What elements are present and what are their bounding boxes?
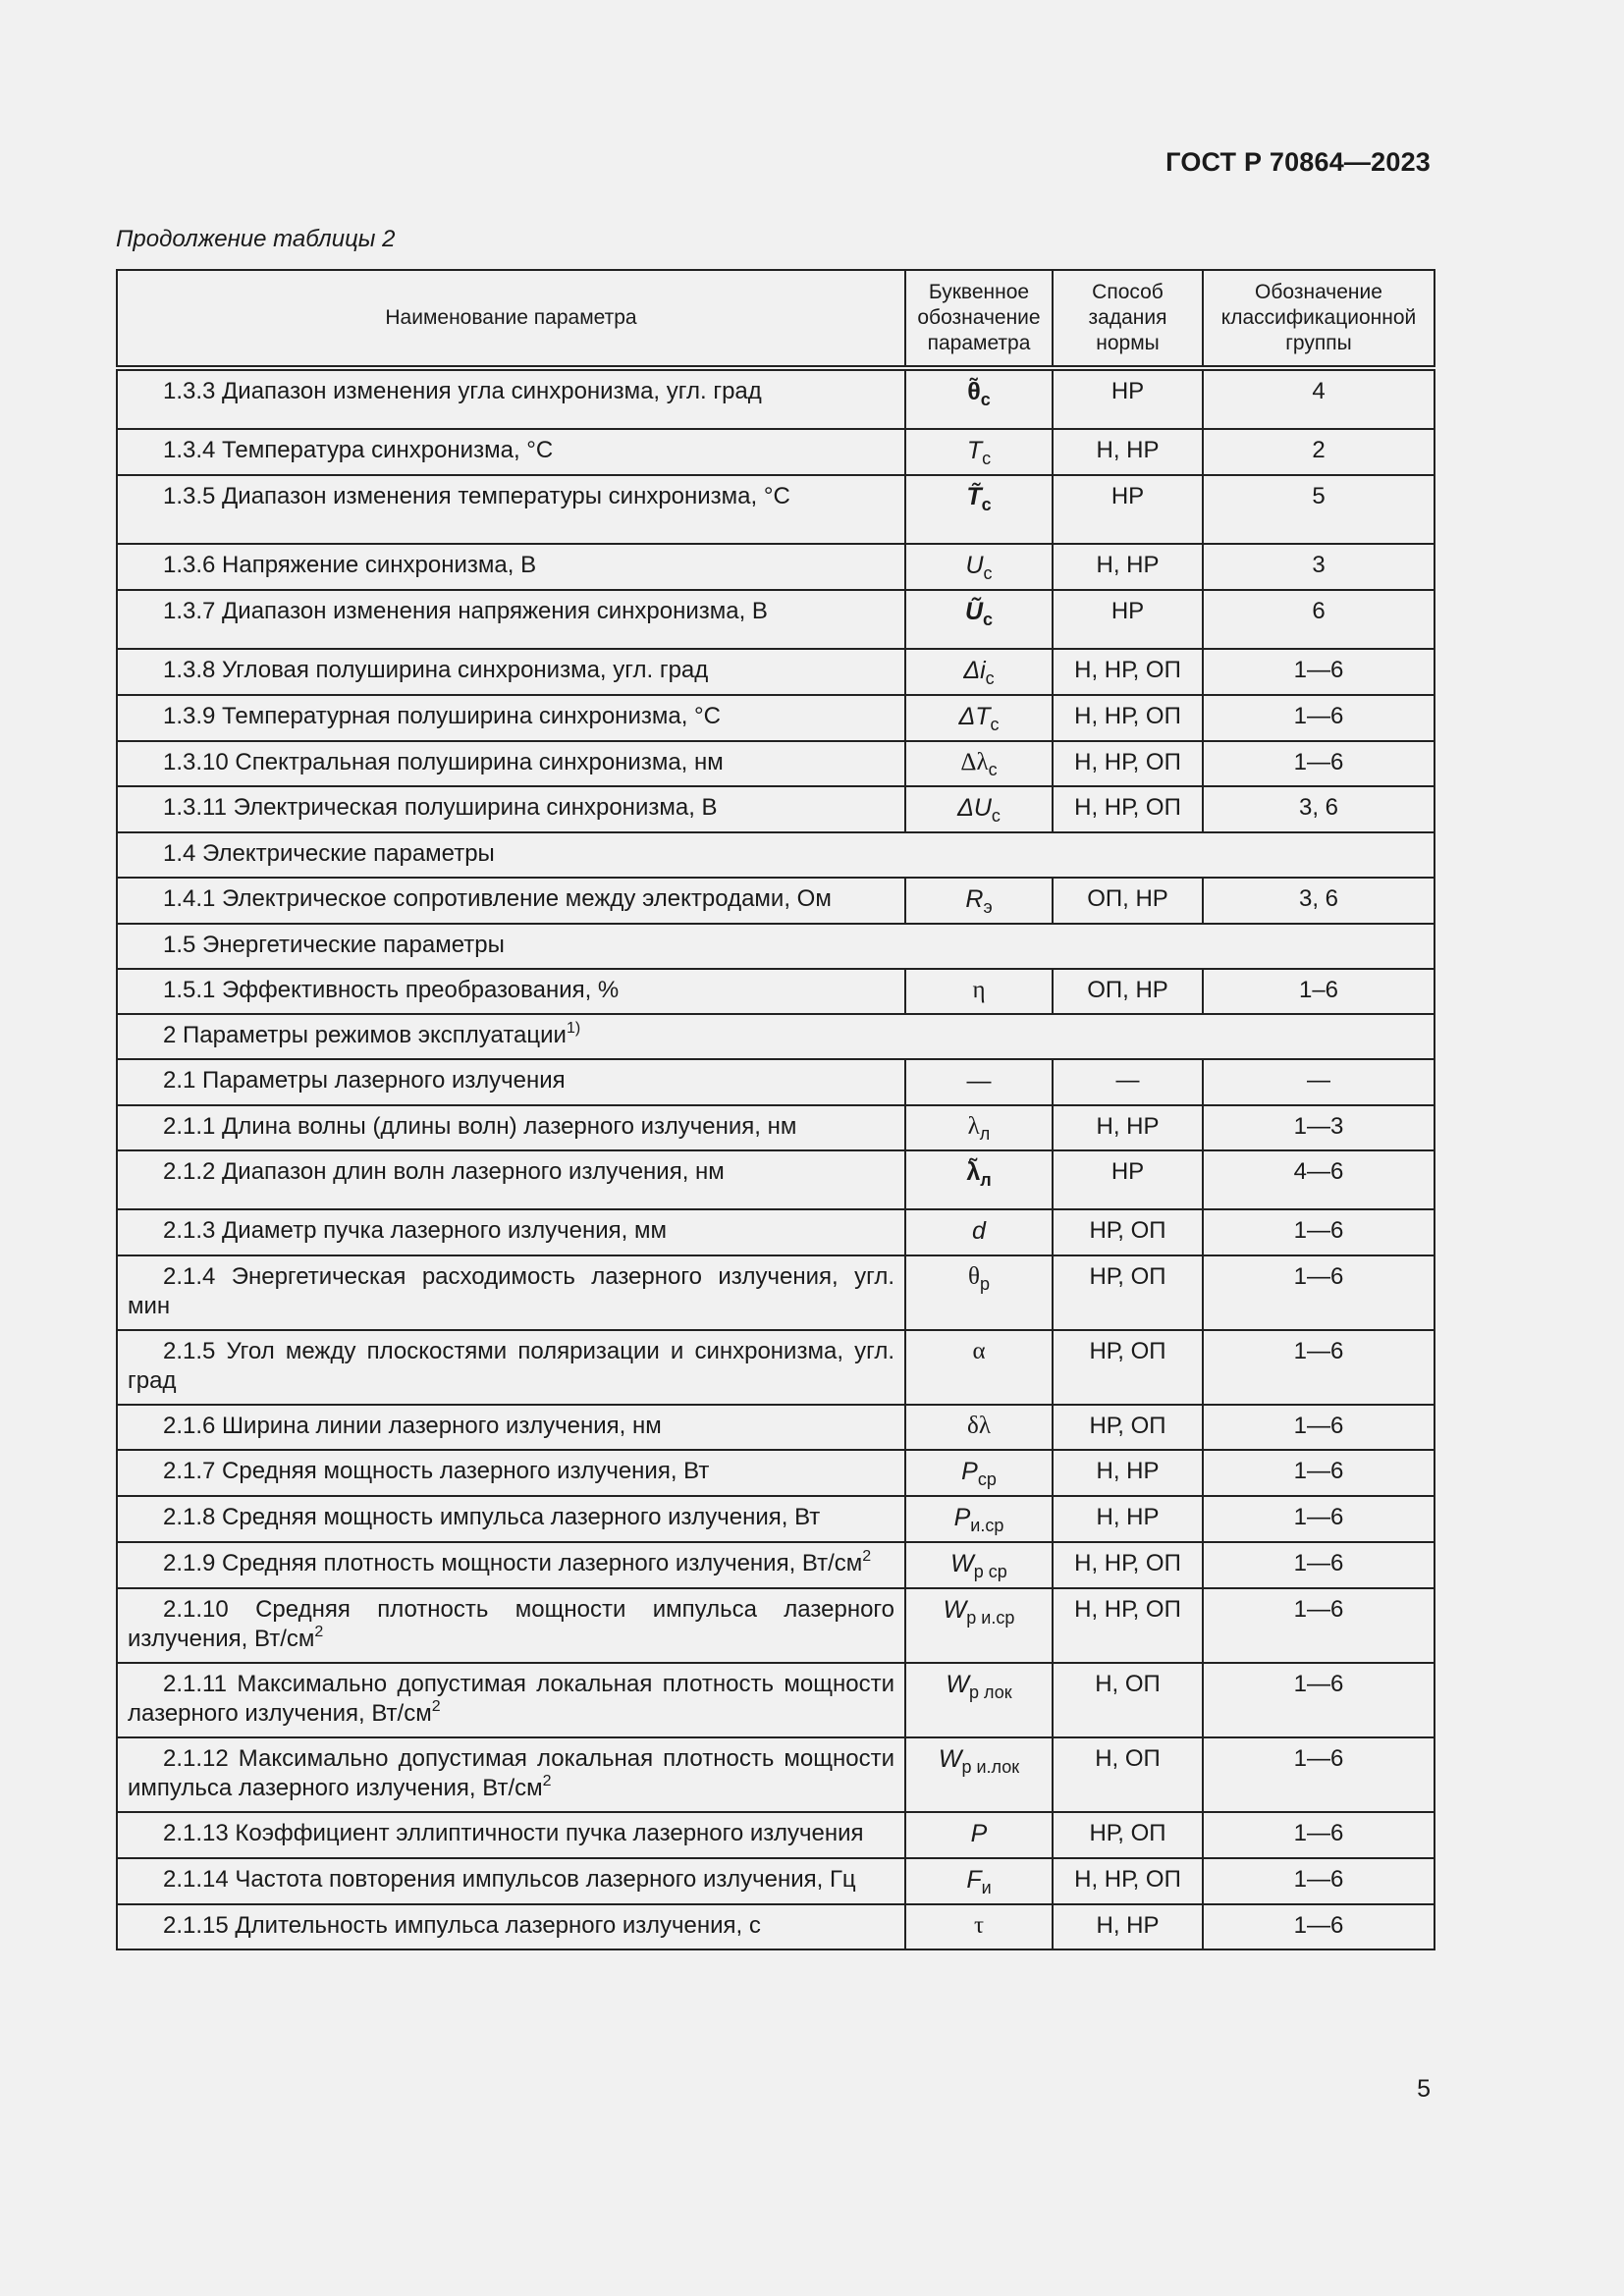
symbol-main: W [938, 1745, 962, 1773]
symbol-main: P [970, 1820, 988, 1847]
symbol-subscript: p ср [973, 1562, 1007, 1581]
param-name [117, 1209, 905, 1255]
class-group: 4—6 [1203, 1150, 1435, 1209]
param-name-text: 2.1.4 Энергетическая расходимость лазерного излучения, угл. мин [128, 1263, 894, 1319]
symbol-main: θ̃ [967, 378, 981, 405]
param-name-text: 2.1.6 Ширина линии лазерного излучения, нм [163, 1413, 662, 1439]
norm-method: НР, ОП [1053, 1255, 1203, 1330]
param-name [117, 878, 905, 924]
class-group: 1—6 [1203, 1588, 1435, 1663]
norm-method: НР, ОП [1053, 1812, 1203, 1858]
parameters-table [116, 269, 1435, 1950]
param-name-text: 2.1.3 Диаметр пучка лазерного излучения, мм [163, 1217, 667, 1244]
param-name [117, 590, 905, 649]
symbol-main: τ [973, 1912, 985, 1939]
class-group: 1—6 [1203, 741, 1435, 786]
symbol-main: T [966, 437, 983, 464]
section-label: 1.4 Электрические параметры [163, 840, 495, 867]
table-row [117, 695, 1435, 741]
norm-method: Н, НР, ОП [1053, 1858, 1203, 1904]
symbol-main: θ [968, 1263, 980, 1290]
param-symbol [905, 1904, 1053, 1949]
class-group: 1—6 [1203, 1209, 1435, 1255]
footnote-mark: 1) [566, 1020, 581, 1037]
symbol-subscript: с [990, 715, 1000, 734]
norm-method: Н, НР, ОП [1053, 695, 1203, 741]
symbol-subscript: с [983, 610, 994, 629]
table-row [117, 1812, 1435, 1858]
section-title [117, 832, 1435, 878]
table-row [117, 1209, 1435, 1255]
param-name-text: 1.3.3 Диапазон изменения угла синхронизма, угл. град [163, 378, 762, 404]
param-name [117, 429, 905, 475]
table-row [117, 1255, 1435, 1330]
class-group: 1—6 [1203, 1737, 1435, 1812]
symbol-main: η [972, 977, 986, 1003]
param-name [117, 1904, 905, 1949]
section-row [117, 924, 1435, 969]
param-symbol [905, 741, 1053, 786]
norm-method: Н, НР, ОП [1053, 786, 1203, 832]
symbol-subscript: с [985, 668, 995, 688]
param-name-text: 1.3.11 Электрическая полуширина синхронизма, В [163, 794, 718, 821]
class-group: 1—6 [1203, 649, 1435, 695]
param-name-text: 2.1.5 Угол между плоскостями поляризации и синхронизма, угл. град [128, 1338, 894, 1394]
symbol-main: λ̃ [966, 1158, 981, 1186]
symbol-main: d [972, 1217, 986, 1245]
param-symbol [905, 695, 1053, 741]
col-header-group: Обозначение классификационной группы [1203, 270, 1435, 368]
table-row [117, 878, 1435, 924]
norm-method: ОП, НР [1053, 878, 1203, 924]
superscript: 2 [542, 1773, 552, 1789]
param-name-text: 2.1.15 Длительность импульса лазерного излучения, с [163, 1912, 761, 1939]
param-symbol [905, 1255, 1053, 1330]
param-name [117, 1330, 905, 1405]
table-body [117, 368, 1435, 1949]
param-name [117, 1059, 905, 1105]
param-symbol [905, 1496, 1053, 1542]
table-row [117, 741, 1435, 786]
param-name-text: 1.3.7 Диапазон изменения напряжения синхронизма, В [163, 598, 768, 624]
param-symbol [905, 1105, 1053, 1150]
param-name-text: 1.3.8 Угловая полуширина синхронизма, угл. град [163, 657, 709, 683]
norm-method: Н, НР [1053, 1904, 1203, 1949]
param-name [117, 1496, 905, 1542]
class-group: 1–6 [1203, 969, 1435, 1014]
table-row [117, 1105, 1435, 1150]
symbol-subscript: p и.ср [966, 1608, 1015, 1628]
section-title [117, 924, 1435, 969]
table-row [117, 786, 1435, 832]
param-name-text: 2.1.1 Длина волны (длины волн) лазерного излучения, нм [163, 1113, 797, 1140]
param-name [117, 1150, 905, 1209]
class-group: 1—6 [1203, 1858, 1435, 1904]
param-name [117, 1663, 905, 1737]
table-row [117, 1737, 1435, 1812]
norm-method: НР, ОП [1053, 1209, 1203, 1255]
param-name [117, 1858, 905, 1904]
param-name-text: 1.3.5 Диапазон изменения температуры синхронизма, °С [163, 483, 790, 509]
table-row [117, 1150, 1435, 1209]
class-group: 1—6 [1203, 1663, 1435, 1737]
norm-method: НР, ОП [1053, 1330, 1203, 1405]
param-name [117, 1255, 905, 1330]
col-header-norm: Способ задания нормы [1053, 270, 1203, 368]
norm-method: ОП, НР [1053, 969, 1203, 1014]
param-symbol [905, 1209, 1053, 1255]
param-name [117, 741, 905, 786]
class-group: 1—6 [1203, 695, 1435, 741]
param-name [117, 1812, 905, 1858]
param-name-text: 2.1.9 Средняя плотность мощности лазерного излучения, Вт/см [163, 1550, 863, 1576]
param-symbol [905, 1663, 1053, 1737]
col-header-symbol: Буквенное обозначение параметра [905, 270, 1053, 368]
class-group: 1—6 [1203, 1542, 1435, 1588]
class-group: 6 [1203, 590, 1435, 649]
param-name-text: 2.1.14 Частота повторения импульсов лазерного излучения, Гц [163, 1866, 856, 1893]
class-group: 3, 6 [1203, 786, 1435, 832]
param-name [117, 1105, 905, 1150]
symbol-main: W [943, 1596, 967, 1624]
param-name-text: 1.5.1 Эффективность преобразования, % [163, 977, 620, 1003]
param-symbol [905, 1588, 1053, 1663]
class-group: 5 [1203, 475, 1435, 544]
param-symbol [905, 1542, 1053, 1588]
norm-method: Н, НР [1053, 1105, 1203, 1150]
param-symbol [905, 1450, 1053, 1496]
table-caption: Продолжение таблицы 2 [116, 226, 396, 252]
param-symbol [905, 969, 1053, 1014]
symbol-subscript: p и.лок [961, 1757, 1020, 1777]
param-name [117, 368, 905, 429]
symbol-main: P [953, 1504, 971, 1531]
class-group: 1—6 [1203, 1330, 1435, 1405]
col-header-name: Наименование параметра [117, 270, 905, 368]
norm-method: НР [1053, 1150, 1203, 1209]
table-row [117, 1904, 1435, 1949]
param-name-text: 1.3.6 Напряжение синхронизма, В [163, 552, 537, 578]
param-name-text: 1.4.1 Электрическое сопротивление между электродами, Ом [163, 885, 832, 912]
param-name [117, 786, 905, 832]
param-name [117, 649, 905, 695]
symbol-subscript: с [980, 390, 991, 409]
table-header-row [117, 270, 1435, 368]
param-symbol [905, 1812, 1053, 1858]
norm-method: НР [1053, 368, 1203, 429]
class-group: 1—6 [1203, 1255, 1435, 1330]
symbol-main: Δi [963, 657, 986, 684]
param-symbol [905, 368, 1053, 429]
class-group: — [1203, 1059, 1435, 1105]
norm-method: НР [1053, 590, 1203, 649]
table-row [117, 368, 1435, 429]
param-name [117, 1588, 905, 1663]
table-row [117, 429, 1435, 475]
norm-method: Н, НР [1053, 429, 1203, 475]
param-name-text: 2.1.7 Средняя мощность лазерного излучения, Вт [163, 1458, 710, 1484]
param-name [117, 969, 905, 1014]
norm-method: Н, НР, ОП [1053, 1542, 1203, 1588]
param-symbol [905, 544, 1053, 590]
param-name-text: 2.1 Параметры лазерного излучения [163, 1067, 566, 1094]
class-group: 1—6 [1203, 1450, 1435, 1496]
class-group: 1—6 [1203, 1496, 1435, 1542]
norm-method: Н, НР [1053, 1496, 1203, 1542]
param-name [117, 1737, 905, 1812]
norm-method: Н, НР, ОП [1053, 649, 1203, 695]
norm-method: Н, НР, ОП [1053, 741, 1203, 786]
param-symbol [905, 429, 1053, 475]
param-name [117, 695, 905, 741]
table-row [117, 1496, 1435, 1542]
class-group: 4 [1203, 368, 1435, 429]
norm-method: НР [1053, 475, 1203, 544]
table-row [117, 1663, 1435, 1737]
table-row [117, 590, 1435, 649]
norm-method: — [1053, 1059, 1203, 1105]
norm-method: Н, ОП [1053, 1663, 1203, 1737]
section-title [117, 1014, 1435, 1059]
section-label: 1.5 Энергетические параметры [163, 932, 505, 958]
param-name-text: 1.3.9 Температурная полуширина синхронизма, °С [163, 703, 721, 729]
param-symbol [905, 1059, 1053, 1105]
table-row [117, 1858, 1435, 1904]
table-row [117, 1588, 1435, 1663]
param-name-text: 2.1.12 Максимально допустимая локальная плотность мощности импульса лазерного излучения, Вт/см [128, 1745, 894, 1801]
symbol-main: Δλ [960, 749, 989, 775]
param-name-text: 1.3.4 Температура синхронизма, °С [163, 437, 554, 463]
class-group: 2 [1203, 429, 1435, 475]
norm-method: Н, НР [1053, 1450, 1203, 1496]
param-name-text: 2.1.10 Средняя плотность мощности импульса лазерного излучения, Вт/см [128, 1596, 894, 1652]
param-name [117, 475, 905, 544]
norm-method: Н, НР, ОП [1053, 1588, 1203, 1663]
symbol-main: P [961, 1458, 978, 1485]
param-name-text: 2.1.8 Средняя мощность импульса лазерного излучения, Вт [163, 1504, 821, 1530]
param-symbol [905, 475, 1053, 544]
page-number: 5 [1417, 2075, 1431, 2103]
class-group: 3 [1203, 544, 1435, 590]
symbol-subscript: с [991, 806, 1001, 826]
symbol-main: R [965, 885, 984, 913]
norm-method: Н, ОП [1053, 1737, 1203, 1812]
symbol-subscript: ср [977, 1469, 997, 1489]
symbol-subscript: с [983, 563, 993, 583]
symbol-subscript: л [980, 1170, 992, 1190]
symbol-main: α [972, 1338, 986, 1364]
param-symbol [905, 878, 1053, 924]
symbol-subscript: и.ср [970, 1516, 1004, 1535]
symbol-main: λ [967, 1113, 980, 1140]
symbol-main: ΔU [957, 794, 992, 822]
symbol-subscript: с [988, 760, 998, 779]
table-row [117, 1542, 1435, 1588]
table-row [117, 649, 1435, 695]
symbol-main: W [950, 1550, 974, 1577]
symbol-main: ΔT [958, 703, 991, 730]
param-symbol [905, 649, 1053, 695]
superscript: 2 [431, 1698, 441, 1715]
class-group: 1—3 [1203, 1105, 1435, 1150]
class-group: 1—6 [1203, 1904, 1435, 1949]
class-group: 1—6 [1203, 1405, 1435, 1450]
table-row [117, 1330, 1435, 1405]
symbol-main: — [966, 1067, 992, 1095]
superscript: 2 [314, 1624, 324, 1640]
class-group: 3, 6 [1203, 878, 1435, 924]
param-symbol [905, 1405, 1053, 1450]
norm-method: НР, ОП [1053, 1405, 1203, 1450]
param-name-text: 2.1.13 Коэффициент эллиптичности пучка лазерного излучения [163, 1820, 864, 1846]
symbol-main: T̃ [966, 483, 982, 510]
symbol-main: W [946, 1671, 969, 1698]
param-symbol [905, 1150, 1053, 1209]
param-name-text: 2.1.11 Максимально допустимая локальная плотность мощности лазерного излучения, Вт/см [128, 1671, 894, 1727]
param-name [117, 1542, 905, 1588]
param-name-text: 2.1.2 Диапазон длин волн лазерного излучения, нм [163, 1158, 725, 1185]
symbol-main: U [965, 552, 984, 579]
table-row [117, 1059, 1435, 1105]
param-name-text: 1.3.10 Спектральная полуширина синхронизма, нм [163, 749, 724, 775]
symbol-subscript: л [979, 1124, 991, 1144]
param-name [117, 1405, 905, 1450]
param-symbol [905, 1737, 1053, 1812]
param-symbol [905, 590, 1053, 649]
symbol-subscript: и [981, 1878, 992, 1897]
symbol-main: F [966, 1866, 982, 1894]
symbol-main: Ũ [964, 598, 984, 625]
superscript: 2 [862, 1548, 872, 1565]
symbol-subscript: p лок [969, 1682, 1012, 1702]
norm-method: Н, НР [1053, 544, 1203, 590]
param-symbol [905, 1330, 1053, 1405]
param-symbol [905, 1858, 1053, 1904]
param-name [117, 1450, 905, 1496]
symbol-subscript: р [979, 1274, 990, 1294]
class-group: 1—6 [1203, 1812, 1435, 1858]
table-row [117, 1405, 1435, 1450]
param-symbol [905, 786, 1053, 832]
symbol-subscript: с [982, 449, 992, 468]
section-label: 2 Параметры режимов эксплуатации [163, 1022, 567, 1048]
symbol-subscript: э [983, 897, 993, 917]
section-row [117, 1014, 1435, 1059]
param-name [117, 544, 905, 590]
table-row [117, 969, 1435, 1014]
table-row [117, 544, 1435, 590]
section-row [117, 832, 1435, 878]
table-row [117, 475, 1435, 544]
document-code: ГОСТ Р 70864—2023 [1165, 147, 1431, 177]
symbol-main: δλ [967, 1413, 991, 1439]
symbol-subscript: с [981, 495, 992, 514]
table-row [117, 1450, 1435, 1496]
